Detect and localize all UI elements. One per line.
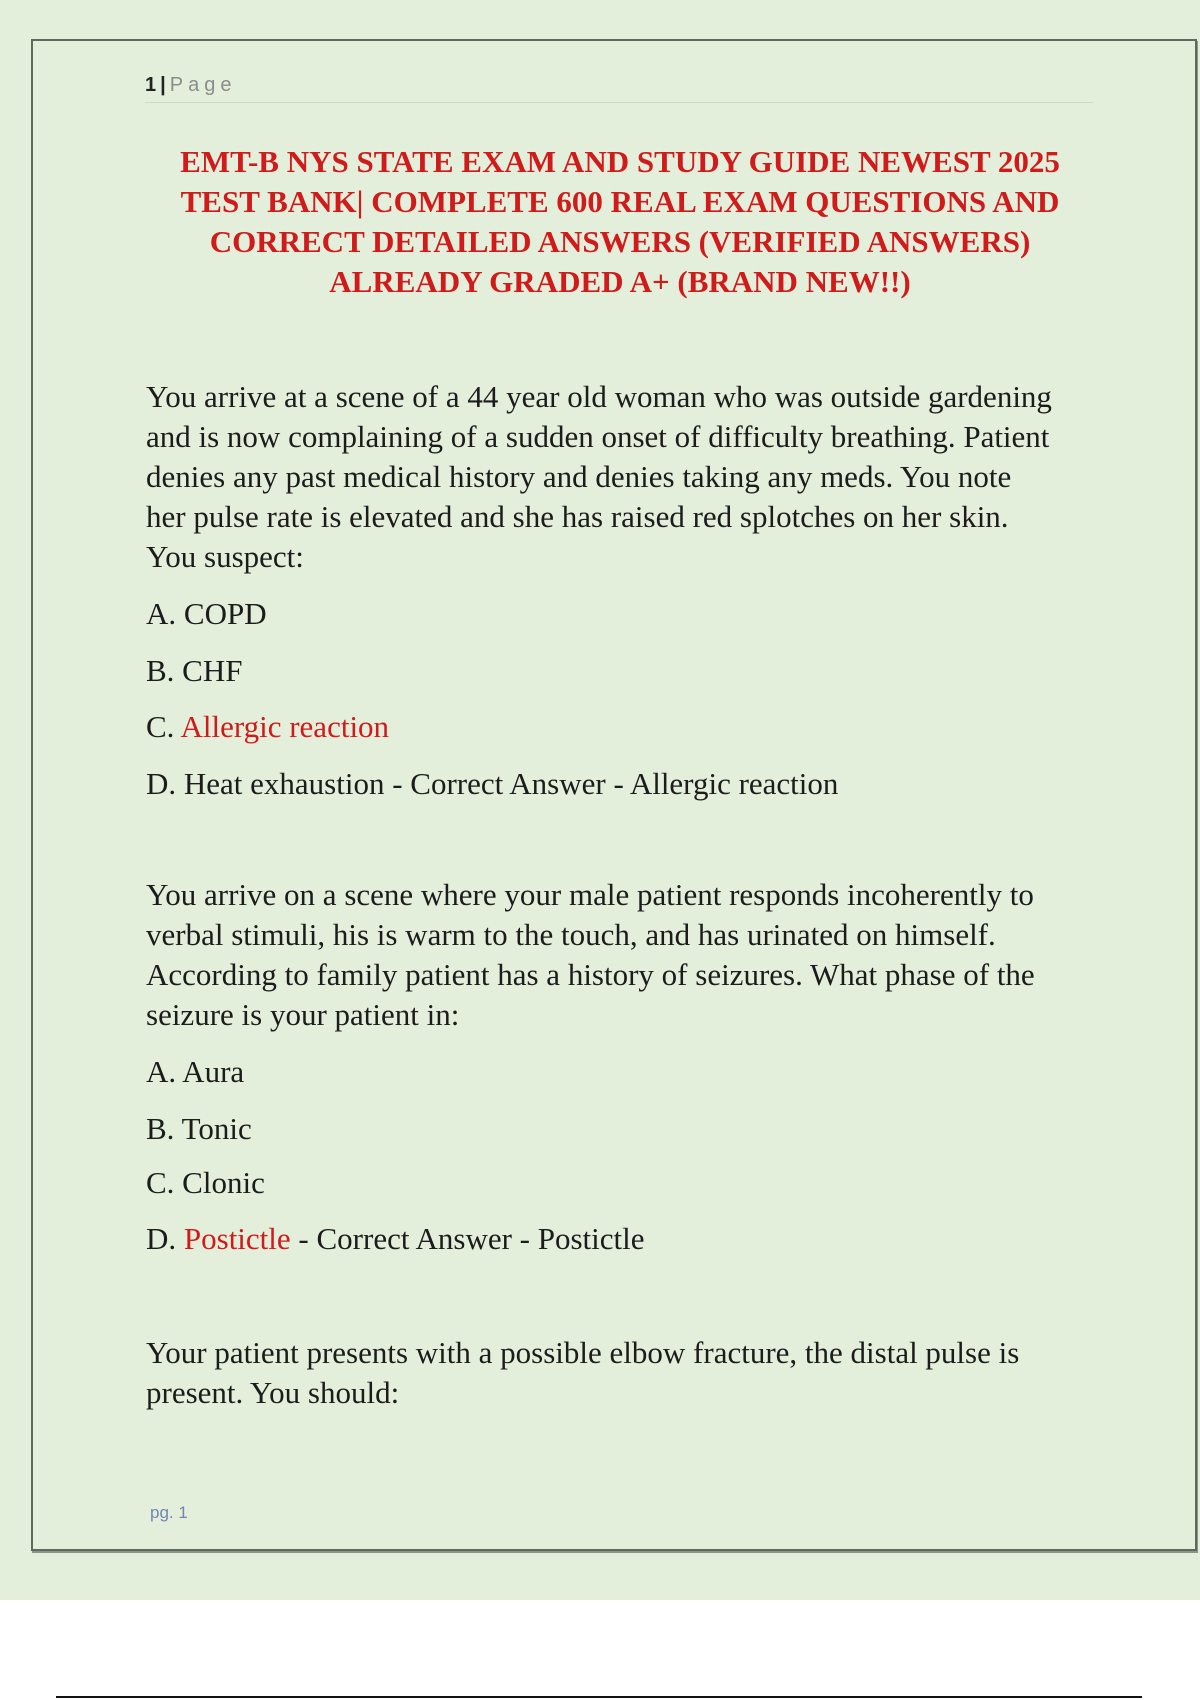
question-line: present. You should: [146, 1375, 400, 1410]
question-line: You arrive at a scene of a 44 year old woman who was outside gardening [146, 379, 1052, 414]
title-line: TEST BANK| COMPLETE 600 REAL EXAM QUESTIONS AND [180, 184, 1060, 219]
question-1-option-d: D. Heat exhaustion - Correct Answer - Allergic reaction [146, 766, 839, 801]
question-line: You arrive on a scene where your male patient responds incoherently to [146, 877, 1034, 912]
question-line: denies any past medical history and denies taking any meds. You note [146, 459, 1012, 494]
title-line: ALREADY GRADED A+ (BRAND NEW!!) [329, 264, 911, 299]
footer-page-number: pg. 1 [150, 1503, 188, 1522]
question-2-option-b: B. Tonic [146, 1111, 252, 1146]
question-2-stem [146, 875, 1106, 1035]
option-d-answer: Postictle [183, 1221, 291, 1256]
question-2-option-d [146, 1219, 1106, 1259]
bottom-divider [56, 1696, 1142, 1698]
title-line: CORRECT DETAILED ANSWERS (VERIFIED ANSWERS) [209, 224, 1031, 259]
question-1-option-c [146, 707, 1106, 747]
question-line: verbal stimuli, his is warm to the touch, and has urinated on himself. [146, 917, 996, 952]
header-page-label: Page [169, 74, 237, 96]
question-line: her pulse rate is elevated and she has raised red splotches on her skin. [146, 499, 1009, 534]
question-3-stem [146, 1333, 1106, 1413]
option-d-suffix: - Correct Answer - Postictle [290, 1221, 645, 1256]
question-line: Your patient presents with a possible elbow fracture, the distal pulse is [146, 1335, 1020, 1370]
question-2-option-a: A. Aura [146, 1054, 245, 1089]
question-2-option-c: C. Clonic [146, 1165, 265, 1200]
question-line: and is now complaining of a sudden onset of difficulty breathing. Patient [146, 419, 1050, 454]
question-1-option-b: B. CHF [146, 653, 243, 688]
question-1-option-a: A. COPD [146, 596, 267, 631]
question-line: You suspect: [146, 539, 304, 574]
title-line: EMT-B NYS STATE EXAM AND STUDY GUIDE NEWEST 2025 [180, 144, 1060, 179]
option-d-prefix: D. [146, 1221, 184, 1256]
question-line: seizure is your patient in: [146, 997, 460, 1032]
question-line: According to family patient has a history of seizures. What phase of the [146, 957, 1035, 992]
option-c-answer: Allergic reaction [180, 709, 390, 744]
header-page-number: 1 [145, 74, 157, 96]
header-separator: | [160, 74, 166, 96]
page-header [145, 74, 1093, 103]
question-1-stem [146, 377, 1106, 577]
document-title [140, 142, 1100, 302]
option-c-prefix: C. [146, 709, 181, 744]
